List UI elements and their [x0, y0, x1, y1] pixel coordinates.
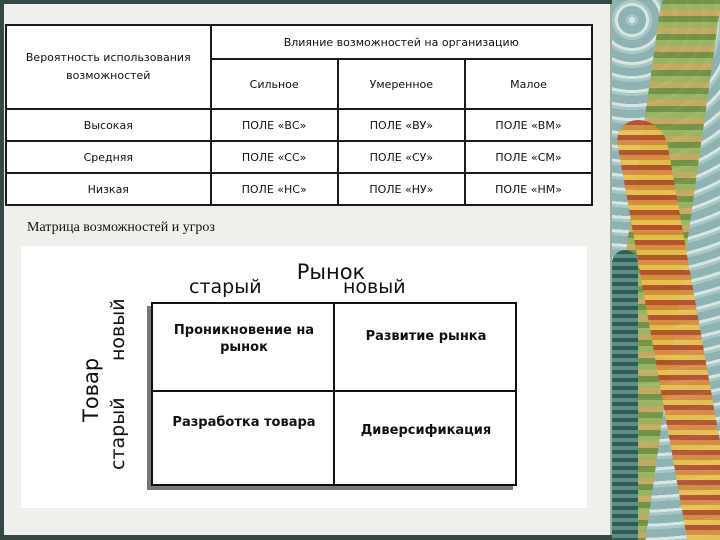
table-cell: ПОЛЕ «ВМ» — [465, 109, 592, 141]
table-cell: ПОЛЕ «СМ» — [465, 141, 592, 173]
row-label: Высокая — [6, 109, 211, 141]
decorative-band — [612, 250, 638, 540]
product-old-label: старый — [107, 397, 129, 470]
opportunity-matrix-table — [5, 24, 593, 206]
column-header: Умеренное — [338, 59, 465, 109]
ansoff-grid — [151, 302, 517, 486]
table-cell: ПОЛЕ «НУ» — [338, 173, 465, 205]
table-cell: ПОЛЕ «ВС» — [211, 109, 338, 141]
column-header: Сильное — [211, 59, 338, 109]
table-cell: ПОЛЕ «ВУ» — [338, 109, 465, 141]
column-header: Малое — [465, 59, 592, 109]
cell-diversification: Диверсификация — [360, 423, 492, 438]
product-new-label: новый — [107, 298, 129, 361]
row-label: Низкая — [6, 173, 211, 205]
market-axis-title: Рынок — [296, 260, 366, 284]
grid-divider — [153, 390, 515, 392]
table-row — [6, 141, 592, 173]
table-cell: ПОЛЕ «СУ» — [338, 141, 465, 173]
cell-product-development: Разработка товара — [172, 415, 316, 430]
product-axis-title: Товар — [79, 357, 103, 422]
table-cell: ПОЛЕ «НМ» — [465, 173, 592, 205]
grid-divider — [333, 304, 335, 484]
influence-header: Влияние возможностей на организацию — [211, 25, 592, 59]
row-label: Средняя — [6, 141, 211, 173]
table-cell: ПОЛЕ «НС» — [211, 173, 338, 205]
table-cell: ПОЛЕ «СС» — [211, 141, 338, 173]
cell-market-development: Развитие рынка — [365, 329, 487, 344]
table-corner-header: Вероятность использования возможностей — [6, 25, 211, 109]
decorative-panel — [612, 0, 720, 540]
table-row — [6, 109, 592, 141]
market-old-label: старый — [189, 276, 262, 298]
cell-market-penetration: Проникновение на рынок — [173, 323, 315, 355]
market-new-label: новый — [343, 276, 406, 298]
ansoff-matrix — [21, 246, 587, 508]
matrix-caption: Матрица возможностей и угроз — [27, 220, 215, 235]
table-row — [6, 173, 592, 205]
